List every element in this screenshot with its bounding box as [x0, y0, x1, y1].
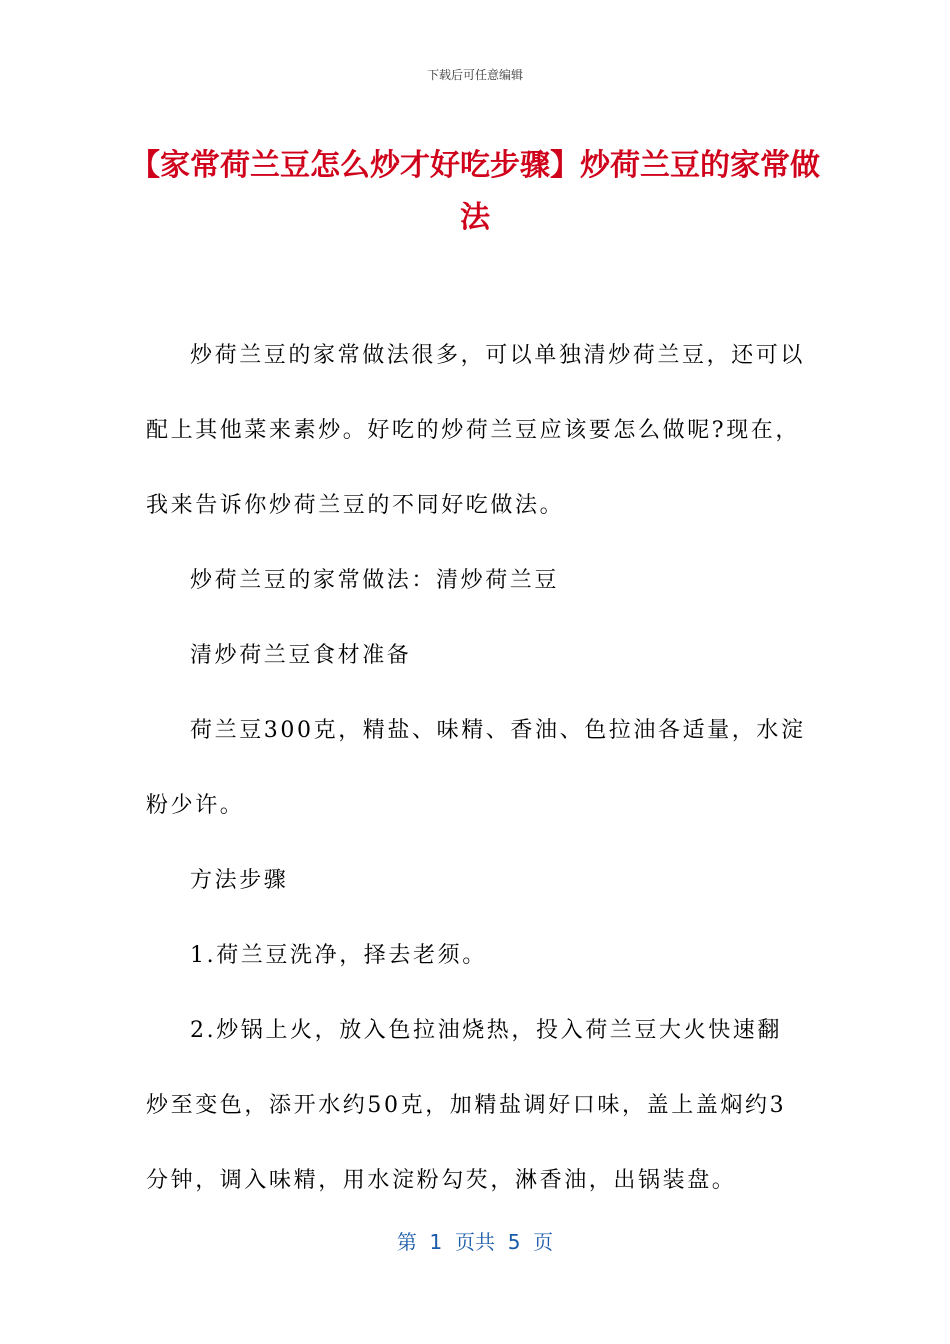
paragraph-steps-heading: 方法步骤 [190, 868, 289, 893]
paragraph-intro: 炒荷兰豆的家常做法很多，可以单独清炒荷兰豆，还可以配上其他菜来素炒。好吃的炒荷兰豆应该要怎么做呢?现在，我来告诉你炒荷兰豆的不同好吃做法。 [146, 343, 806, 518]
paragraph-ingredients-heading: 清炒荷兰豆食材准备 [190, 643, 412, 668]
document-title: 【家常荷兰豆怎么炒才好吃步骤】炒荷兰豆的家常做法 [130, 148, 820, 235]
header-note: 下载后可任意编辑 [426, 68, 523, 82]
paragraph-ingredients: 荷兰豆300克，精盐、味精、香油、色拉油各适量，水淀粉少许。 [146, 718, 806, 818]
paragraph-method-heading: 炒荷兰豆的家常做法：清炒荷兰豆 [190, 568, 560, 593]
page-number: 第 1 页共 5 页 [396, 1230, 554, 1254]
paragraph-step-1: 1.荷兰豆洗净，择去老须。 [190, 943, 487, 968]
paragraph-step-2: 2.炒锅上火，放入色拉油烧热，投入荷兰豆大火快速翻炒至变色，添开水约50克，加精盐调好口味，盖上盖焖约3分钟，调入味精，用水淀粉勾芡，淋香油，出锅装盘。 [146, 1018, 787, 1193]
document-body [146, 318, 806, 1218]
